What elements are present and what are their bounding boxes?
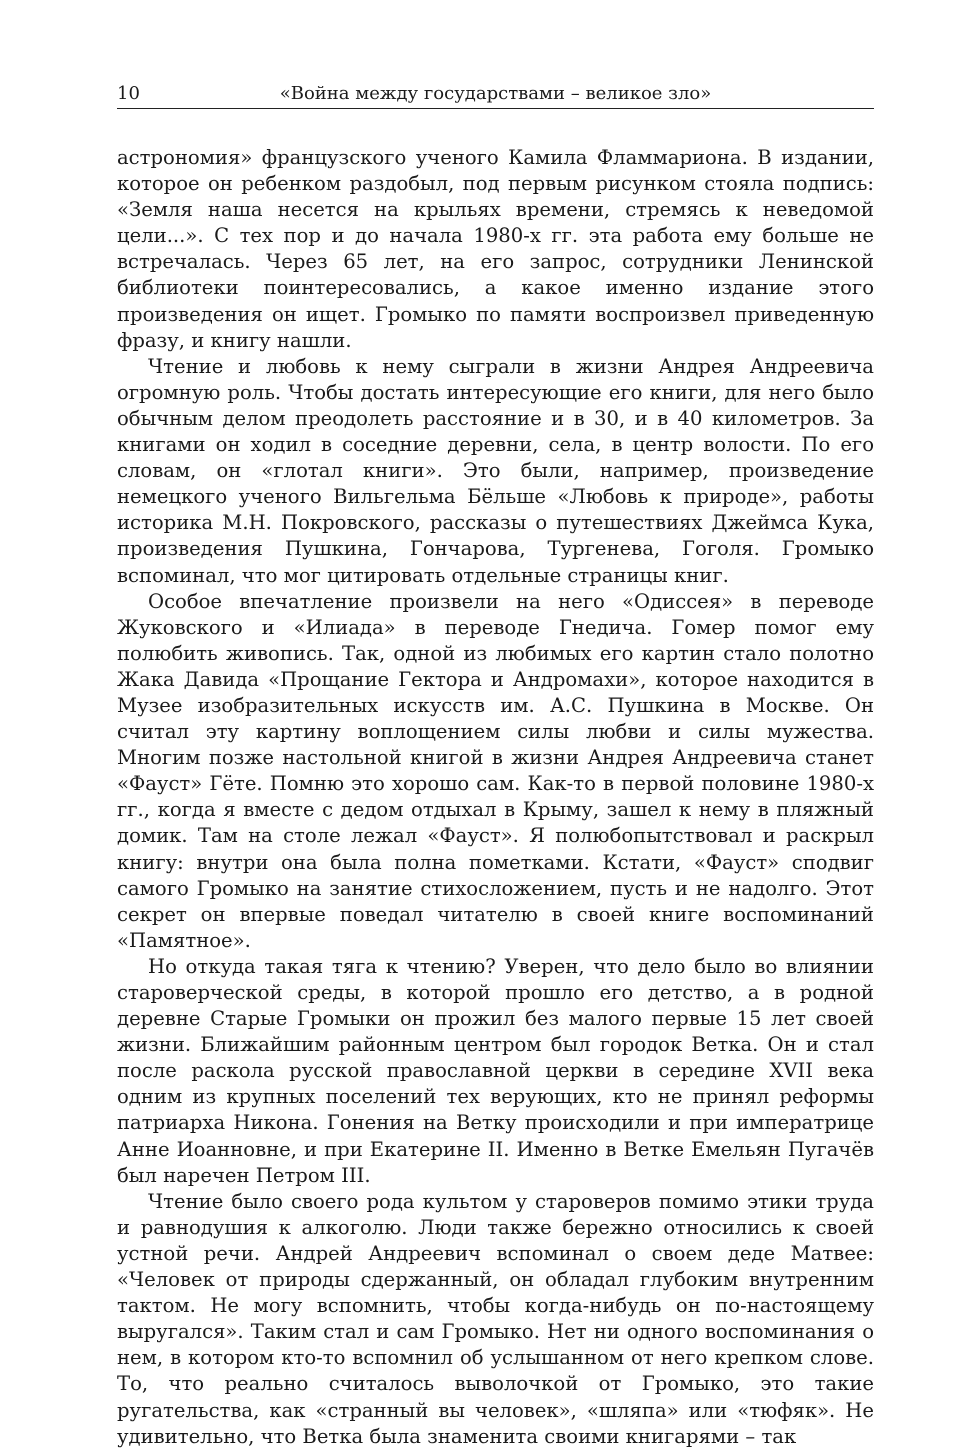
paragraph-3: Особое впечатление произвели на него «Одиссея» в переводе Жуковского и «Илиада» в переводе Гнедича. Гомер помог ему полюбить живопись. Так, одной из любимых его картин стало полотно Жака Давида «Прощание Гектора и Андромахи», которое находится в Музее изобразительных искусств им. А.С. Пушкина в Москве. Он считал эту картину воплощением силы любви и силы мужества. Многим позже настольной книгой в жизни Андрея Андреевича станет «Фауст» Гёте. Помню это хорошо сам. Как-то в первой половине 1980-х гг., когда я вместе с дедом отдыхал в Крыму, зашел к нему в пляжный домик. Там на столе лежал «Фауст». Я полюбопытствовал и раскрыл книгу: внутри она была полна пометками. Кстати, «Фауст» сподвиг самого Громыко на занятие стихосложением, пусть и не надолго. Этот секрет он впервые поведал читателю в своей книге воспоминаний «Памятное».: [117, 589, 874, 952]
body-text: [117, 145, 874, 1450]
paragraph-4: Но откуда такая тяга к чтению? Уверен, что дело было во влиянии староверческой среды, в которой прошло его детство, а в родной деревне Старые Громыки он прожил без малого первые 15 лет своей жизни. Ближайшим районным центром был городок Ветка. Он и стал после раскола русской православной церкви в середине XVII века одним из крупных поселений тех верующих, кто не принял реформы патриарха Никона. Гонения на Ветку происходили и при императрице Анне Иоанновне, и при Екатерине II. Именно в Ветке Емельян Пугачёв был наречен Петром III.: [117, 954, 874, 1187]
paragraph-2: Чтение и любовь к нему сыграли в жизни Андрея Андреевича огромную роль. Чтобы достать интересующие его книги, для него было обычным делом преодолеть расстояние и в 30, и в 40 километров. За книгами он ходил в соседние деревни, села, в центр волости. По его словам, он «глотал книги». Это были, например, произведение немецкого ученого Вильгельма Бёльше «Любовь к природе», работы историка М.Н. Покровского, рассказы о путешествиях Джеймса Кука, произведения Пушкина, Гончарова, Тургенева, Гоголя. Громыко вспоминал, что мог цитировать отдельные страницы книг.: [117, 354, 874, 587]
paragraph-1: астрономия» французского ученого Камила Фламмариона. В издании, которое он ребенком раздобыл, под первым рисунком стояла подпись: «Земля наша несется на крыльях времени, стремясь к неведомой цели...». С тех пор и до начала 1980-х гг. эта работа ему больше не встречалась. Через 65 лет, на его запрос, сотрудники Ленинской библиотеки поинтересовались, а какое именно издание этого произведения он ищет. Громыко по памяти воспроизвел приведенную фразу, и книгу нашли.: [117, 146, 874, 352]
page-number: 10: [117, 83, 140, 104]
book-page: [117, 80, 874, 1450]
running-title: «Война между государствами – великое зло»: [279, 83, 712, 104]
paragraph-5: Чтение было своего рода культом у староверов помимо этики труда и равнодушия к алкоголю. Люди также бережно относились к своей устной речи. Андрей Андреевич вспоминал о своем деде Матвее: «Человек от природы сдержанный, он обладал глубоким внутренним тактом. Не могу вспомнить, чтобы когда-нибудь он по-настоящему выругался». Таким стал и сам Громыко. Нет ни одного воспоминания о нем, в котором кто-то вспомнил об услышанном от него крепком слове. То, что реально считалось выволочкой от Громыко, это такие ругательства, как «странный вы человек», «шляпа» или «тюфяк». Не удивительно, что Ветка была знаменита своими книгарями – так: [117, 1189, 874, 1448]
running-head: [117, 80, 874, 109]
